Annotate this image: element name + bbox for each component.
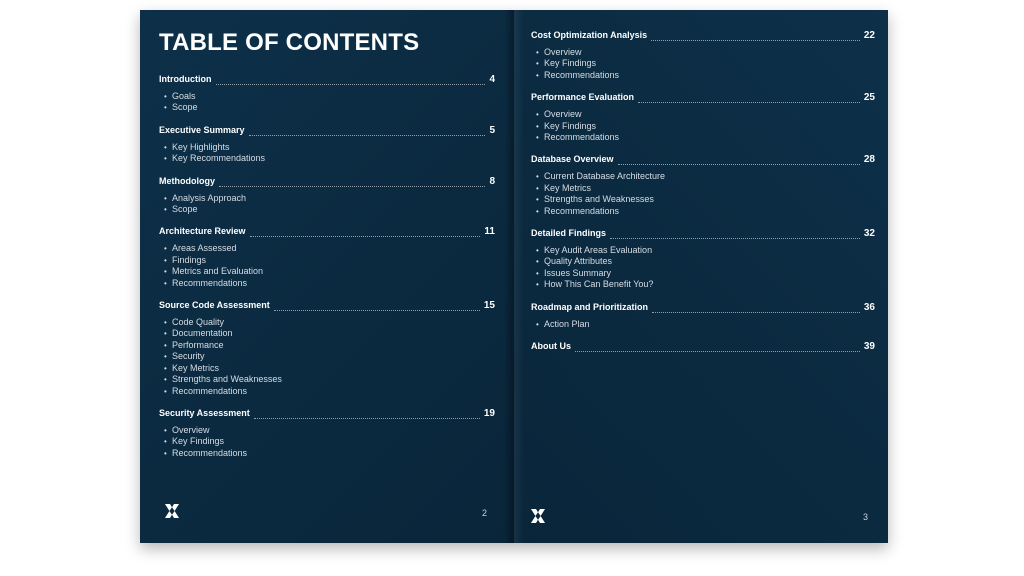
toc-entry[interactable]	[159, 176, 495, 190]
dot-leader	[250, 228, 481, 237]
toc-section	[159, 74, 495, 114]
toc-entry-page-number: 19	[483, 407, 495, 419]
toc-subitem: • Overview	[536, 47, 875, 58]
toc-subitem-list	[159, 91, 495, 114]
toc-subitem: • Overview	[536, 109, 875, 120]
toc-subitem: • Performance	[164, 340, 495, 351]
dot-leader	[652, 304, 860, 313]
toc-subitem: • Recommendations	[164, 386, 495, 397]
toc-section	[531, 154, 875, 217]
toc-subitem-list	[159, 317, 495, 397]
toc-entry-title: Introduction	[159, 74, 212, 84]
toc-entry[interactable]	[159, 408, 495, 422]
toc-subitem-list	[531, 47, 875, 81]
toc-entry[interactable]	[531, 92, 875, 106]
toc-entry-page-number: 25	[863, 92, 875, 104]
dot-leader	[249, 127, 486, 136]
toc-entry[interactable]	[159, 300, 495, 314]
toc-subitem: • Key Metrics	[164, 363, 495, 374]
x-brand-logo-icon	[530, 508, 546, 524]
toc-entry-title: Source Code Assessment	[159, 300, 270, 311]
toc-subitem: • How This Can Benefit You?	[536, 279, 875, 290]
toc-entry-page-number: 28	[863, 154, 875, 166]
toc-entry[interactable]	[159, 125, 495, 139]
toc-subitem-list	[159, 142, 495, 165]
toc-entry-page-number: 22	[863, 30, 875, 41]
toc-subitem: • Key Metrics	[536, 183, 875, 194]
dot-leader	[610, 230, 860, 239]
toc-subitem: • Recommendations	[164, 278, 495, 289]
toc-entry-page-number: 39	[863, 341, 875, 353]
toc-entry-title: Executive Summary	[159, 124, 245, 135]
left-page	[140, 10, 514, 543]
toc-subitem-list	[531, 245, 875, 291]
toc-subitem: • Strengths and Weaknesses	[164, 374, 495, 385]
toc-subitem: • Findings	[164, 255, 495, 266]
toc-subitem: • Analysis Approach	[164, 193, 495, 204]
toc-subitem: • Key Findings	[536, 121, 875, 132]
toc-entry[interactable]	[159, 74, 495, 88]
toc-entry-title: Roadmap and Prioritization	[531, 301, 649, 312]
toc-subitem: • Action Plan	[536, 319, 875, 330]
toc-subitem: • Scope	[164, 102, 495, 113]
toc-entry-title: Cost Optimization Analysis	[531, 30, 648, 40]
page-number: 2	[482, 508, 488, 518]
toc-entry-title: About Us	[531, 341, 571, 352]
toc-section	[159, 300, 495, 397]
toc-subitem: • Strengths and Weaknesses	[536, 194, 875, 205]
toc-entry-page-number: 8	[489, 175, 495, 187]
toc-section	[531, 228, 875, 291]
toc-subitem: • Overview	[164, 425, 495, 436]
toc-entry[interactable]	[159, 226, 495, 240]
toc-subitem-list	[531, 109, 875, 143]
toc-entry[interactable]	[531, 228, 875, 242]
x-brand-logo-icon	[164, 503, 180, 519]
toc-subitem: • Recommendations	[164, 448, 495, 459]
toc-left-column	[159, 74, 495, 470]
toc-entry-title: Database Overview	[531, 154, 614, 165]
dot-leader	[216, 76, 486, 85]
toc-subitem: • Areas Assessed	[164, 243, 495, 254]
toc-entry[interactable]	[531, 154, 875, 168]
toc-subitem: • Key Recommendations	[164, 153, 495, 164]
toc-entry-page-number: 5	[489, 124, 495, 136]
toc-subitem: • Issues Summary	[536, 268, 875, 279]
toc-section	[159, 176, 495, 216]
toc-entry-title: Security Assessment	[159, 407, 250, 418]
dot-leader	[274, 302, 480, 311]
dot-leader	[219, 178, 485, 187]
toc-subitem: • Recommendations	[536, 206, 875, 217]
toc-subitem: • Key Findings	[164, 436, 495, 447]
toc-subitem: • Key Highlights	[164, 142, 495, 153]
toc-section	[159, 226, 495, 289]
toc-subitem: • Documentation	[164, 328, 495, 339]
toc-subitem: • Code Quality	[164, 317, 495, 328]
toc-entry-page-number: 32	[863, 228, 875, 240]
toc-section	[159, 125, 495, 165]
dot-leader	[651, 32, 860, 41]
toc-subitem-list	[531, 319, 875, 330]
toc-subitem-list	[531, 171, 875, 217]
toc-subitem: • Key Findings	[536, 58, 875, 69]
toc-subitem: • Goals	[164, 91, 495, 102]
toc-subitem: • Metrics and Evaluation	[164, 266, 495, 277]
toc-entry-title: Performance Evaluation	[531, 92, 635, 103]
toc-entry[interactable]	[531, 302, 875, 316]
toc-entry-page-number: 4	[489, 74, 495, 85]
toc-subitem: • Current Database Architecture	[536, 171, 875, 182]
right-page	[514, 10, 888, 543]
toc-subitem: • Quality Attributes	[536, 256, 875, 267]
dot-leader	[254, 410, 480, 419]
toc-section	[531, 30, 875, 81]
toc-section	[159, 408, 495, 459]
toc-subitem-list	[159, 193, 495, 216]
dot-leader	[618, 156, 860, 165]
toc-entry-page-number: 15	[483, 300, 495, 312]
toc-entry-page-number: 36	[863, 301, 875, 313]
toc-subitem-list	[159, 425, 495, 459]
toc-subitem-list	[159, 243, 495, 289]
toc-entry[interactable]	[531, 341, 875, 355]
dot-leader	[575, 343, 860, 352]
toc-subitem: • Scope	[164, 204, 495, 215]
brochure-spread	[140, 10, 888, 543]
toc-section	[531, 92, 875, 143]
dot-leader	[638, 94, 860, 103]
page-title: TABLE OF CONTENTS	[159, 29, 420, 56]
toc-entry[interactable]	[531, 30, 875, 44]
toc-entry-page-number: 11	[484, 226, 495, 238]
toc-section	[531, 302, 875, 330]
toc-section	[531, 341, 875, 355]
toc-entry-title: Methodology	[159, 175, 215, 186]
toc-entry-title: Detailed Findings	[531, 228, 607, 239]
toc-right-column	[531, 30, 875, 366]
toc-subitem: • Recommendations	[536, 70, 875, 81]
page-number: 3	[863, 512, 869, 522]
toc-subitem: • Recommendations	[536, 132, 875, 143]
toc-subitem: • Key Audit Areas Evaluation	[536, 245, 875, 256]
toc-subitem: • Security	[164, 351, 495, 362]
toc-entry-title: Architecture Review	[159, 226, 246, 237]
